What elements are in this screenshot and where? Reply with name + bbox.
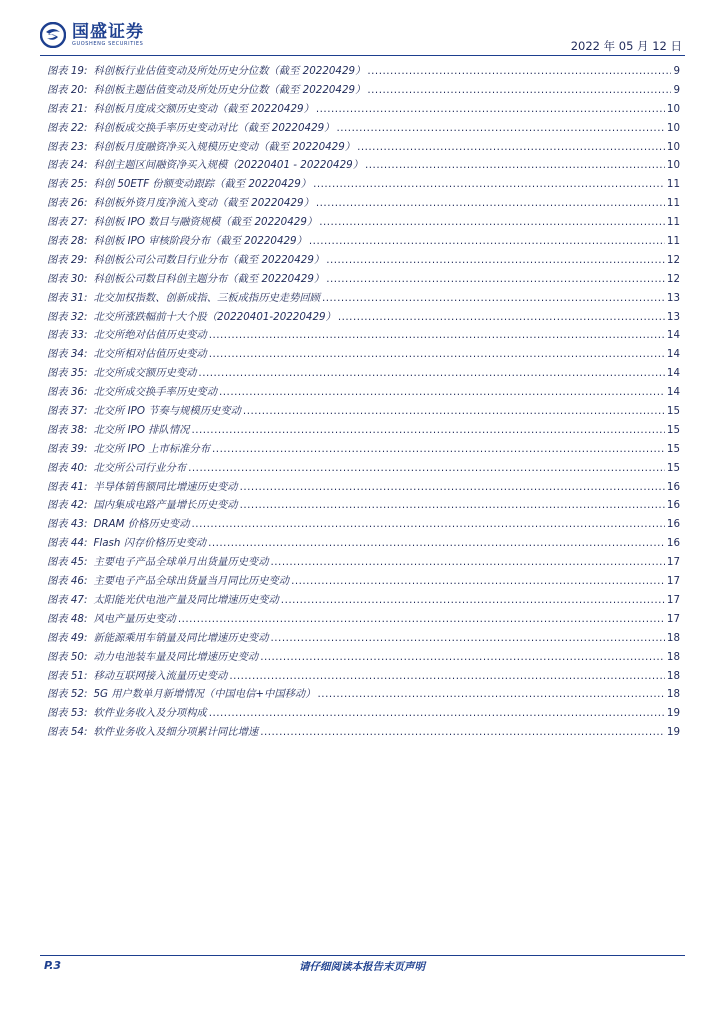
toc-entry[interactable]	[47, 667, 680, 686]
toc-leader-dots	[219, 386, 665, 398]
toc-leader-dots	[212, 443, 665, 455]
toc-entry-title: 移动互联网接入流量历史变动	[93, 669, 228, 682]
toc-leader-dots	[309, 235, 665, 247]
toc-entry-title: 科创板公司数目科创主题分布（截至 20220429）	[93, 272, 325, 285]
toc-entry-title: 动力电池装车量及同比增速历史变动	[93, 650, 259, 663]
toc-entry-label: 图表 25:	[47, 178, 88, 191]
toc-leader-dots	[271, 632, 665, 644]
toc-entry-title: 北交所绝对估值历史变动	[93, 329, 207, 342]
toc-entry-label: 图表 51:	[47, 669, 88, 682]
toc-entry-title: 主要电子产品全球单月出货量历史变动	[93, 556, 269, 569]
toc-leader-dots	[260, 651, 665, 663]
disclaimer-note: 请仔细阅读本报告末页声明	[299, 961, 425, 973]
toc-entry-title: 科创主题区间融资净买入规模（20220401 - 20220429）	[93, 159, 363, 172]
toc-entry-page: 9	[673, 65, 680, 77]
toc-entry[interactable]	[47, 81, 680, 100]
toc-entry-title: 北交所成交换手率历史变动	[93, 386, 218, 399]
toc-leader-dots	[243, 405, 665, 417]
toc-entry-page: 12	[666, 253, 680, 266]
page-number: P.3	[44, 959, 62, 972]
toc-leader-dots	[365, 159, 665, 171]
toc-entry-page: 12	[666, 272, 680, 285]
toc-entry-title: Flash 闪存价格历史变动	[93, 537, 207, 550]
toc-entry-page: 18	[666, 631, 680, 644]
toc-entry[interactable]	[47, 251, 680, 270]
toc-entry-page: 15	[666, 461, 680, 474]
toc-entry-page: 16	[666, 537, 680, 550]
toc-leader-dots	[291, 575, 665, 587]
toc-entry[interactable]	[47, 421, 680, 440]
toc-entry-page: 9	[673, 83, 680, 96]
toc-leader-dots	[313, 178, 665, 190]
toc-leader-dots	[240, 499, 665, 511]
toc-entry-label: 图表 26:	[47, 197, 88, 210]
toc-entry[interactable]	[47, 610, 680, 629]
toc-entry-title: 科创板外资月度净流入变动（截至 20220429）	[93, 197, 314, 210]
toc-entry[interactable]	[47, 553, 680, 572]
toc-entry-title: 科创板主题估值变动及所处历史分位数（截至 20220429）	[93, 83, 366, 96]
toc-entry[interactable]	[47, 270, 680, 289]
toc-entry-label: 图表 41:	[47, 480, 88, 493]
toc-entry[interactable]	[47, 685, 680, 704]
toc-entry-page: 13	[666, 291, 680, 304]
toc-leader-dots	[281, 594, 665, 606]
toc-entry-title: 半导体销售额同比增速历史变动	[93, 480, 238, 493]
toc-entry-label: 图表 33:	[47, 329, 88, 342]
toc-entry[interactable]	[47, 119, 680, 138]
toc-entry-label: 图表 46:	[47, 575, 88, 588]
toc-entry-title: 太阳能光伏电池产量及同比增速历史变动	[93, 593, 279, 606]
toc-entry-label: 图表 38:	[47, 423, 88, 436]
toc-entry-label: 图表 40:	[47, 461, 88, 474]
toc-entry-label: 图表 22:	[47, 121, 88, 134]
toc-entry-label: 图表 20:	[47, 83, 88, 96]
toc-entry-title: 科创板行业估值变动及所处历史分位数（截至 20220429）	[93, 65, 366, 77]
toc-entry-label: 图表 28:	[47, 235, 88, 248]
toc-entry[interactable]	[47, 213, 680, 232]
toc-entry-page: 16	[666, 518, 680, 531]
toc-entry[interactable]	[47, 402, 680, 421]
toc-leader-dots	[208, 537, 665, 549]
toc-entry-label: 图表 49:	[47, 631, 88, 644]
toc-leader-dots	[318, 688, 665, 700]
report-date: 2022 年 05 月 12 日	[570, 39, 682, 53]
toc-entry-label: 图表 35:	[47, 367, 88, 380]
toc-entry-page: 14	[666, 367, 680, 380]
toc-entry-title: 北交所 IPO 上市标准分布	[93, 442, 211, 455]
toc-entry-title: 科创板公司公司数目行业分布（截至 20220429）	[93, 253, 325, 266]
toc-entry[interactable]	[47, 62, 680, 81]
toc-entry-page: 18	[666, 650, 680, 663]
toc-entry-page: 18	[666, 669, 680, 682]
toc-entry-label: 图表 36:	[47, 386, 88, 399]
toc-leader-dots	[326, 273, 665, 285]
toc-leader-dots	[336, 122, 664, 134]
toc-entry-page: 11	[666, 178, 680, 191]
toc-entry-label: 图表 31:	[47, 291, 88, 304]
toc-entry-title: DRAM 价格历史变动	[93, 518, 190, 531]
toc-entry-label: 图表 44:	[47, 537, 88, 550]
toc-entry-label: 图表 50:	[47, 650, 88, 663]
toc-entry[interactable]	[47, 478, 680, 497]
toc-leader-dots	[209, 329, 665, 341]
toc-entry[interactable]	[47, 383, 680, 402]
toc-entry-page: 17	[666, 612, 680, 625]
toc-entry-title: 科创 50ETF 份额变动跟踪（截至 20220429）	[93, 178, 312, 191]
toc-entry-label: 图表 19:	[47, 65, 88, 77]
toc-leader-dots	[192, 518, 665, 530]
toc-leader-dots	[188, 462, 665, 474]
toc-leader-dots	[338, 311, 665, 323]
toc-entry-label: 图表 42:	[47, 499, 88, 512]
toc-entry-title: 科创板 IPO 审核阶段分布（截至 20220429）	[93, 235, 307, 248]
toc-entry-page: 19	[666, 726, 680, 739]
toc-entry-label: 图表 43:	[47, 518, 88, 531]
toc-entry-label: 图表 48:	[47, 612, 88, 625]
toc-entry-label: 图表 54:	[47, 726, 88, 739]
toc-entry-page: 10	[666, 140, 680, 153]
toc-entry-page: 13	[666, 310, 680, 323]
toc-entry[interactable]	[47, 289, 680, 308]
toc-entry[interactable]	[47, 515, 680, 534]
toc-entry[interactable]	[47, 723, 680, 742]
toc-entry-title: 软件业务收入及细分项累计同比增速	[93, 726, 259, 739]
toc-entry-page: 14	[666, 386, 680, 399]
toc-entry-title: 科创板月度融资净买入规模历史变动（截至 20220429）	[93, 140, 356, 153]
toc-entry-label: 图表 37:	[47, 405, 88, 418]
toc-entry-label: 图表 45:	[47, 556, 88, 569]
toc-entry-title: 北交所涨跌幅前十大个股（20220401-20220429）	[93, 310, 336, 323]
toc-entry[interactable]	[47, 345, 680, 364]
toc-entry-page: 15	[666, 423, 680, 436]
toc-entry[interactable]	[47, 591, 680, 610]
toc-entry-page: 14	[666, 348, 680, 361]
toc-entry-label: 图表 47:	[47, 593, 88, 606]
toc-leader-dots	[322, 292, 665, 304]
toc-entry-title: 5G 用户数单月新增情况（中国电信+中国移动）	[93, 688, 316, 701]
toc-entry[interactable]	[47, 175, 680, 194]
toc-entry-title: 科创板成交换手率历史变动对比（截至 20220429）	[93, 121, 335, 134]
toc-entry-page: 17	[666, 593, 680, 606]
toc-entry-title: 科创板月度成交额历史变动（截至 20220429）	[93, 102, 314, 115]
toc-entry-page: 16	[666, 480, 680, 493]
toc-entry[interactable]	[47, 496, 680, 515]
toc-entry-title: 软件业务收入及分项构成	[93, 707, 207, 720]
company-logo	[40, 22, 144, 48]
toc-entry-title: 风电产量历史变动	[93, 612, 176, 625]
toc-entry-title: 新能源乘用车销量及同比增速历史变动	[93, 631, 269, 644]
toc-entry-page: 11	[666, 216, 680, 229]
toc-entry-page: 15	[666, 405, 680, 418]
header-divider	[40, 55, 685, 56]
toc-entry-page: 15	[666, 442, 680, 455]
toc-entry[interactable]	[47, 308, 680, 327]
toc-leader-dots	[178, 613, 665, 625]
toc-entry-page: 17	[666, 556, 680, 569]
toc-leader-dots	[209, 707, 665, 719]
toc-leader-dots	[316, 103, 665, 115]
toc-leader-dots	[198, 367, 664, 379]
toc-entry-label: 图表 21:	[47, 102, 88, 115]
toc-entry-page: 17	[666, 575, 680, 588]
toc-entry-label: 图表 27:	[47, 216, 88, 229]
toc-entry[interactable]	[47, 232, 680, 251]
toc-entry[interactable]	[47, 629, 680, 648]
figure-index-list	[47, 62, 680, 742]
footer-divider	[40, 955, 685, 956]
toc-entry-page: 11	[666, 235, 680, 248]
page-header	[0, 0, 724, 52]
toc-entry[interactable]	[47, 194, 680, 213]
toc-entry-page: 14	[666, 329, 680, 342]
toc-entry-page: 16	[666, 499, 680, 512]
toc-leader-dots	[240, 481, 665, 493]
toc-entry-page: 18	[666, 688, 680, 701]
toc-entry-label: 图表 52:	[47, 688, 88, 701]
toc-entry[interactable]	[47, 459, 680, 478]
toc-entry-label: 图表 34:	[47, 348, 88, 361]
toc-entry-label: 图表 24:	[47, 159, 88, 172]
toc-leader-dots	[191, 424, 664, 436]
toc-entry-page: 10	[666, 102, 680, 115]
toc-entry-label: 图表 39:	[47, 442, 88, 455]
toc-entry-title: 北交所公司行业分布	[93, 461, 187, 474]
toc-entry[interactable]	[47, 156, 680, 175]
toc-entry-title: 北交所成交额历史变动	[93, 367, 197, 380]
guosheng-logo-icon	[40, 22, 66, 48]
toc-entry-title: 北交所相对估值历史变动	[93, 348, 207, 361]
toc-entry[interactable]	[47, 100, 680, 119]
toc-entry-label: 图表 32:	[47, 310, 88, 323]
toc-entry[interactable]	[47, 326, 680, 345]
toc-entry-page: 10	[666, 159, 680, 172]
toc-entry-page: 19	[666, 707, 680, 720]
toc-entry-title: 北交所 IPO 节奏与规模历史变动	[93, 405, 241, 418]
toc-leader-dots	[357, 141, 665, 153]
toc-entry-page: 10	[666, 121, 680, 134]
toc-entry[interactable]	[47, 138, 680, 157]
toc-leader-dots	[316, 197, 665, 209]
toc-leader-dots	[367, 84, 671, 96]
toc-entry-label: 图表 30:	[47, 272, 88, 285]
toc-leader-dots	[319, 216, 665, 228]
toc-entry[interactable]	[47, 440, 680, 459]
toc-entry-title: 科创板 IPO 数目与融资规模（截至 20220429）	[93, 216, 318, 229]
toc-entry-title: 北交所 IPO 排队情况	[93, 423, 190, 436]
toc-entry-title: 北交加权指数、创新成指、三板成指历史走势回顾	[93, 291, 320, 304]
toc-entry[interactable]	[47, 704, 680, 723]
toc-entry-title: 主要电子产品全球出货量当月同比历史变动	[93, 575, 290, 588]
toc-leader-dots	[326, 254, 665, 266]
toc-entry[interactable]	[47, 648, 680, 667]
toc-leader-dots	[209, 348, 665, 360]
toc-entry-title: 国内集成电路产量增长历史变动	[93, 499, 238, 512]
toc-leader-dots	[367, 65, 671, 77]
toc-entry-label: 图表 23:	[47, 140, 88, 153]
toc-entry-page: 11	[666, 197, 680, 210]
toc-leader-dots	[271, 556, 665, 568]
toc-entry-label: 图表 29:	[47, 253, 88, 266]
toc-entry[interactable]	[47, 364, 680, 383]
logo-english-text: GUOSHENG SECURITIES	[72, 41, 144, 47]
logo-chinese-text: 国盛证券	[72, 22, 144, 42]
toc-entry[interactable]	[47, 572, 680, 591]
toc-entry-label: 图表 53:	[47, 707, 88, 720]
toc-entry[interactable]	[47, 534, 680, 553]
toc-leader-dots	[229, 670, 665, 682]
toc-leader-dots	[260, 726, 665, 738]
